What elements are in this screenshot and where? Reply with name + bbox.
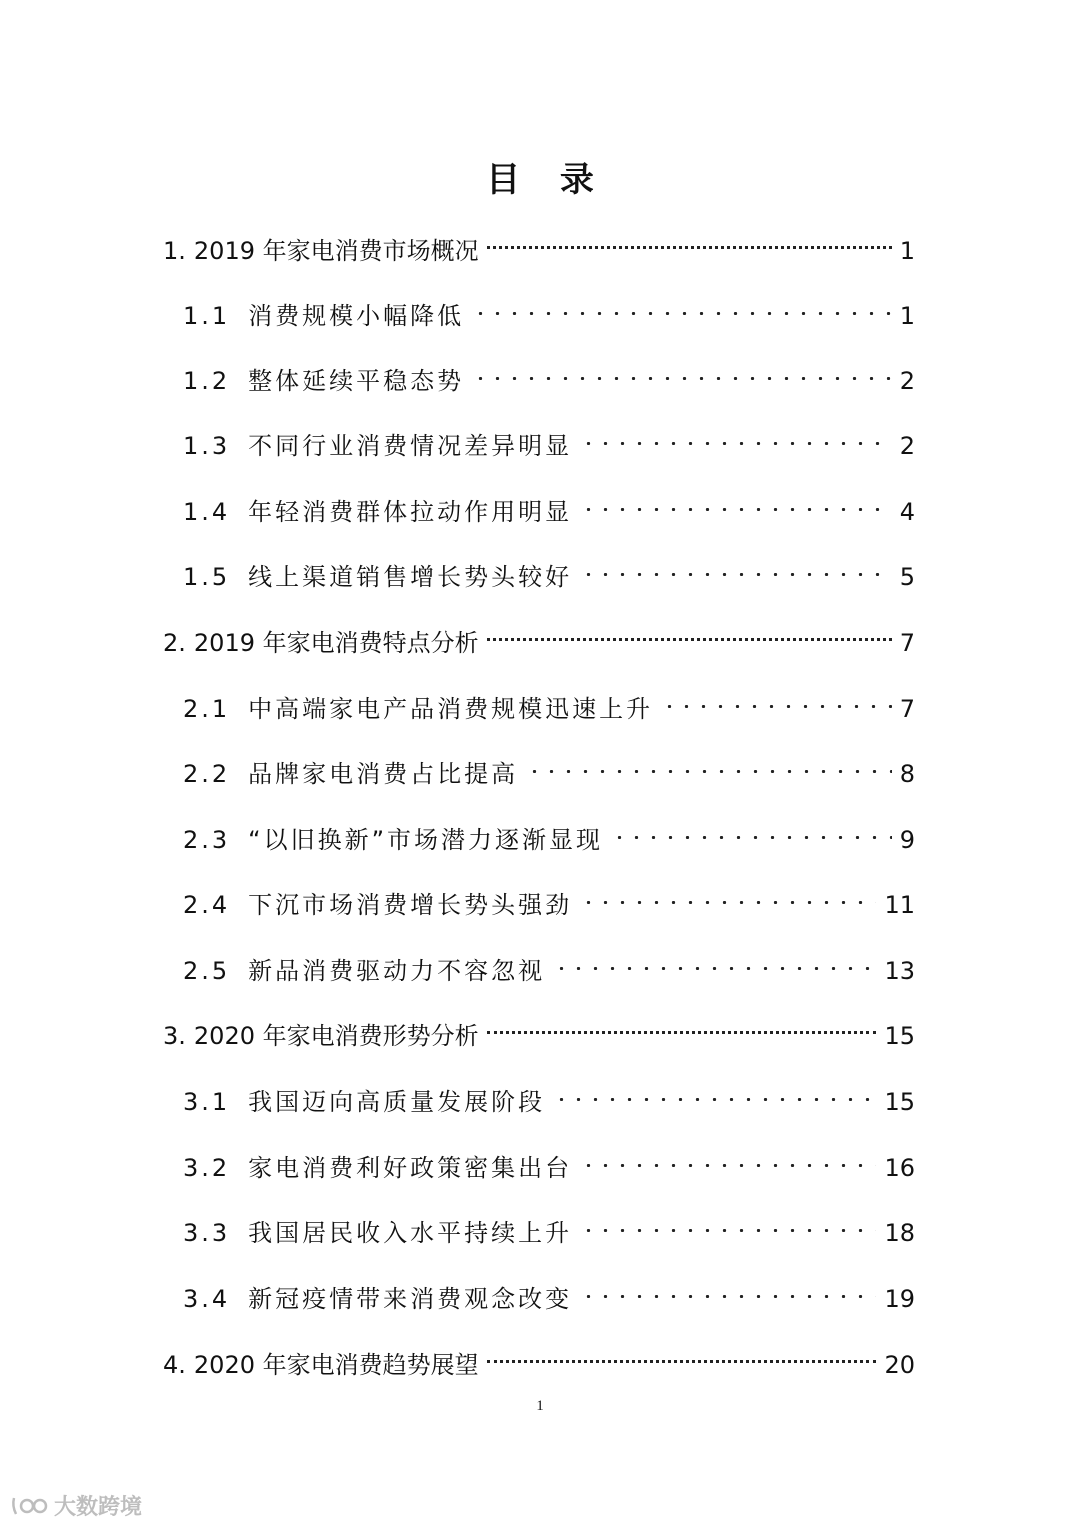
toc-section[interactable]	[183, 414, 915, 460]
toc-title: 新冠疫情带来消费观念改变	[248, 1285, 573, 1313]
logo-icon	[10, 1494, 50, 1518]
toc-title: 不同行业消费情况差异明显	[248, 432, 573, 460]
toc-number: 2.5	[183, 957, 231, 985]
toc-chapter[interactable]	[163, 1004, 915, 1050]
toc-title: 2019 年家电消费特点分析	[193, 629, 479, 657]
toc-leader-dots	[580, 1267, 876, 1307]
toc-title: “以旧换新”市场潜力逐渐显现	[248, 826, 604, 854]
toc-section[interactable]	[183, 677, 915, 723]
toc-page-number: 11	[884, 891, 915, 919]
toc-section[interactable]	[183, 545, 915, 591]
toc-page-number: 13	[884, 957, 915, 985]
toc-leader-dots	[487, 1004, 877, 1044]
toc-number: 3.1	[183, 1088, 231, 1116]
toc-section[interactable]	[183, 480, 915, 526]
toc-page-number: 8	[899, 760, 915, 788]
toc-title: 品牌家电消费占比提高	[248, 760, 519, 788]
toc-leader-dots	[526, 742, 892, 782]
toc-chapter[interactable]	[163, 611, 915, 657]
toc-page-number: 2	[899, 367, 915, 395]
toc-leader-dots	[487, 611, 892, 651]
toc-leader-dots	[487, 219, 892, 259]
toc-title: 下沉市场消费增长势头强劲	[248, 891, 573, 919]
toc-number: 3.4	[183, 1285, 231, 1313]
toc-number: 3.3	[183, 1219, 231, 1247]
toc-page-number: 15	[884, 1088, 915, 1116]
toc-title: 2020 年家电消费形势分析	[193, 1022, 479, 1050]
toc-number: 1.4	[183, 498, 231, 526]
toc-number: 1.3	[183, 432, 231, 460]
toc-number: 1.1	[183, 302, 231, 330]
toc-section[interactable]	[183, 939, 915, 985]
toc-number: 2.2	[183, 760, 231, 788]
toc-page-number: 5	[899, 563, 915, 591]
toc-page-number: 2	[899, 432, 915, 460]
toc-page-number: 1	[899, 237, 915, 265]
toc-leader-dots	[580, 480, 892, 520]
toc-leader-dots	[553, 939, 876, 979]
toc-title: 新品消费驱动力不容忽视	[248, 957, 546, 985]
toc-number: 1.2	[183, 367, 231, 395]
toc-leader-dots	[472, 349, 892, 389]
toc-title: 2020 年家电消费趋势展望	[193, 1351, 479, 1379]
toc-number: 1.	[163, 237, 186, 265]
toc-title: 我国迈向高质量发展阶段	[248, 1088, 546, 1116]
toc-leader-dots	[611, 808, 892, 848]
toc-page-number: 19	[884, 1285, 915, 1313]
toc-title: 消费规模小幅降低	[248, 302, 465, 330]
toc-section[interactable]	[183, 1070, 915, 1116]
toc-page-number: 1	[899, 302, 915, 330]
toc-number: 2.4	[183, 891, 231, 919]
toc-title: 2019 年家电消费市场概况	[193, 237, 479, 265]
toc-number: 2.	[163, 629, 186, 657]
toc-section[interactable]	[183, 284, 915, 330]
toc-number: 1.5	[183, 563, 231, 591]
toc-page-number: 18	[884, 1219, 915, 1247]
toc-title: 线上渠道销售增长势头较好	[248, 563, 573, 591]
toc-section[interactable]	[183, 1267, 915, 1313]
toc-chapter[interactable]	[163, 1333, 915, 1379]
toc-leader-dots	[580, 1201, 876, 1241]
toc-number: 4.	[163, 1351, 186, 1379]
toc-title: 我国居民收入水平持续上升	[248, 1219, 573, 1247]
watermark-text: 大数跨境	[54, 1495, 143, 1520]
toc-section[interactable]	[183, 349, 915, 395]
toc-number: 2.3	[183, 826, 231, 854]
page-title: 目 录	[486, 160, 608, 200]
toc-section[interactable]	[183, 742, 915, 788]
toc-section[interactable]	[183, 1136, 915, 1182]
watermark	[10, 1490, 142, 1521]
toc-leader-dots	[580, 1136, 876, 1176]
toc-title: 年轻消费群体拉动作用明显	[248, 498, 573, 526]
toc-title: 整体延续平稳态势	[248, 367, 465, 395]
toc-page-number: 7	[899, 695, 915, 723]
toc-title: 中高端家电产品消费规模迅速上升	[248, 695, 654, 723]
toc-leader-dots	[661, 677, 892, 717]
toc-leader-dots	[487, 1333, 877, 1373]
toc-number: 3.	[163, 1022, 186, 1050]
toc-section[interactable]	[183, 808, 915, 854]
toc-page-number: 9	[899, 826, 915, 854]
toc-section[interactable]	[183, 1201, 915, 1247]
toc-page-number: 7	[899, 629, 915, 657]
toc-leader-dots	[472, 284, 892, 324]
toc-chapter[interactable]	[163, 219, 915, 265]
page-number: 1	[536, 1398, 544, 1414]
toc-page-number: 20	[884, 1351, 915, 1379]
toc-section[interactable]	[183, 873, 915, 919]
toc-leader-dots	[580, 414, 892, 454]
toc-page-number: 16	[884, 1154, 915, 1182]
toc-leader-dots	[580, 873, 876, 913]
toc-page-number: 15	[884, 1022, 915, 1050]
toc-title: 家电消费利好政策密集出台	[248, 1154, 573, 1182]
toc-number: 2.1	[183, 695, 231, 723]
toc-page-number: 4	[899, 498, 915, 526]
toc-number: 3.2	[183, 1154, 231, 1182]
toc-leader-dots	[553, 1070, 876, 1110]
toc-leader-dots	[580, 545, 892, 585]
